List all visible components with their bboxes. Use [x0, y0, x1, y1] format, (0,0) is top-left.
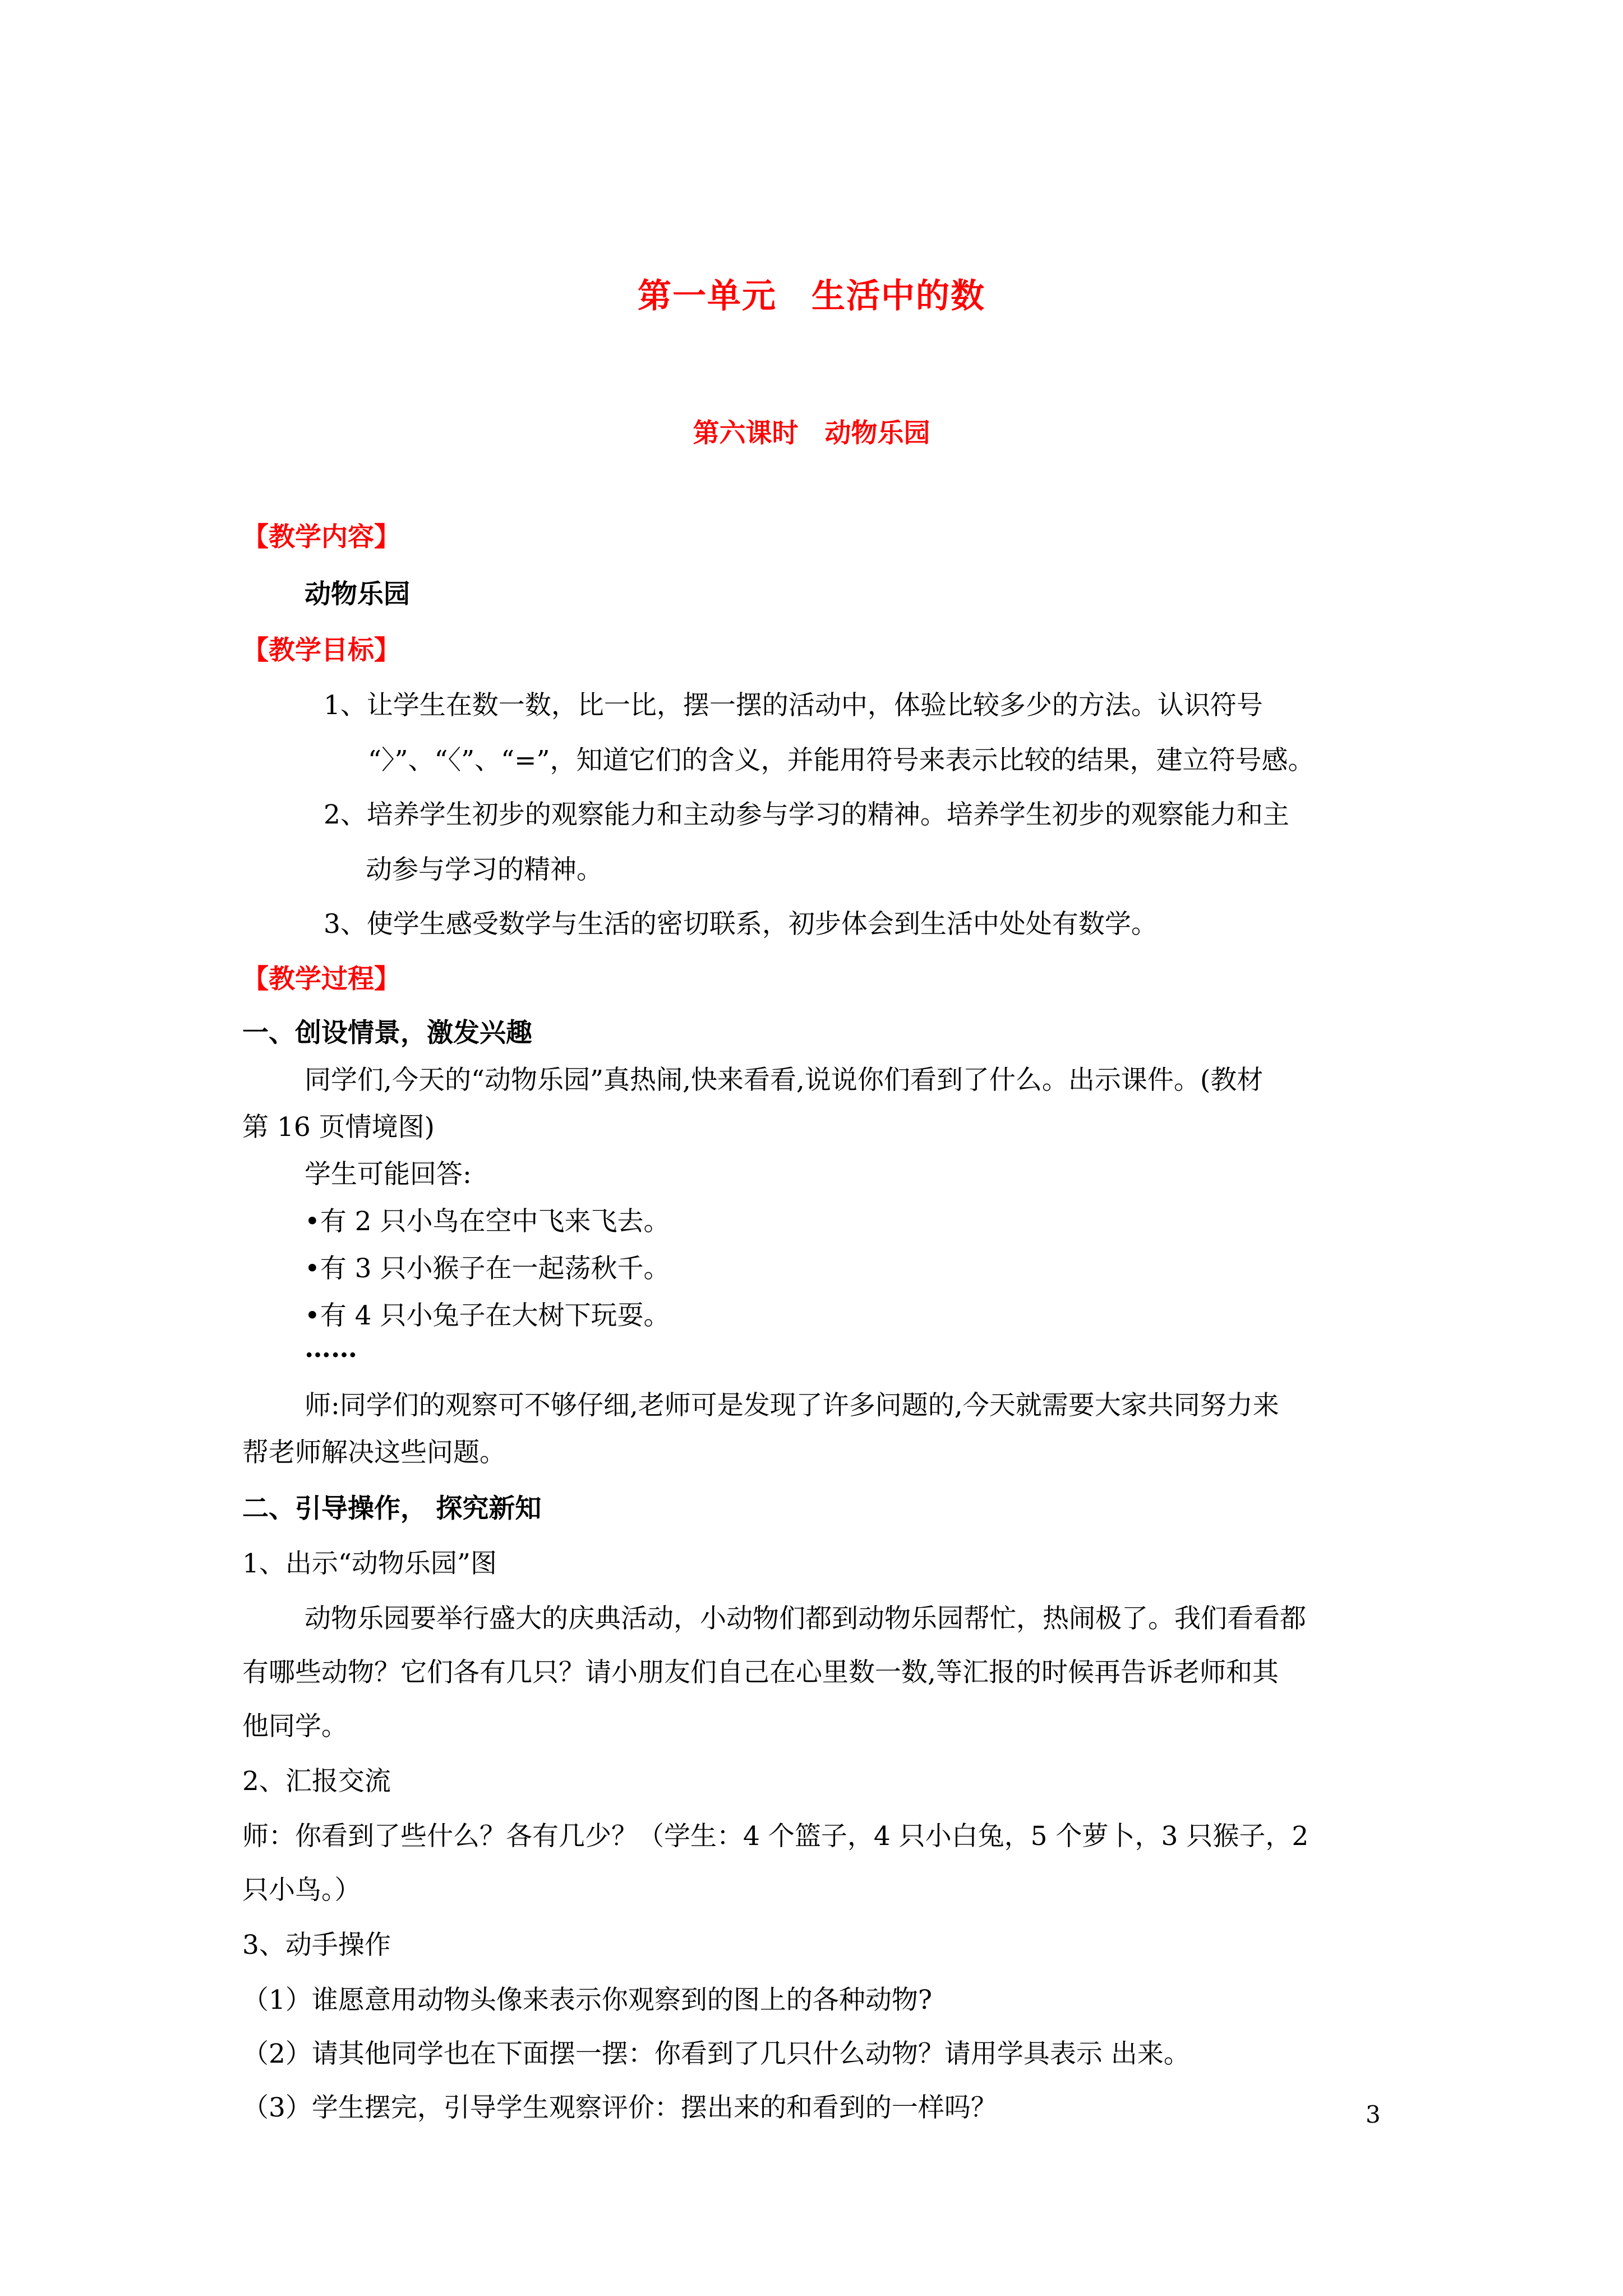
step1-text-line: 他同学。 [242, 1711, 348, 1742]
step3-item: （3）学生摆完，引导学生观察评价：摆出来的和看到的一样吗？ [242, 2092, 997, 2123]
content-heading: 【教学内容】 [242, 522, 400, 553]
step1-text-line: 动物乐园要举行盛大的庆典活动，小动物们都到动物乐园帮忙，热闹极了。我们看看都 [305, 1603, 1306, 1634]
goal-1-line1: 1、让学生在数一数，比一比，摆一摆的活动中，体验比较多少的方法。认识符号 [324, 690, 1263, 721]
part1-intro-line2: 第 16 页情境图) [242, 1112, 435, 1143]
answer-item: •有 4 只小兔子在大树下玩耍。 [305, 1300, 670, 1331]
part1-heading: 一、创设情景，激发兴趣 [242, 1018, 532, 1048]
answer-item: •有 2 只小鸟在空中飞来飞去。 [305, 1206, 670, 1237]
step2-text-line: 师：你看到了些什么？各有几少？（学生：4 个篮子，4 只小白兔，5 个萝卜，3 只猴子，2 [242, 1821, 1309, 1852]
teacher-line1: 师:同学们的观察可不够仔细,老师可是发现了许多问题的,今天就需要大家共同努力来 [305, 1390, 1279, 1421]
teacher-line2: 帮老师解决这些问题。 [242, 1437, 506, 1468]
step3-item: （1）谁愿意用动物头像来表示你观察到的图上的各种动物? [242, 1985, 933, 2016]
ellipsis: …… [305, 1333, 357, 1364]
step2-title: 2、汇报交流 [242, 1766, 391, 1797]
goals-heading: 【教学目标】 [242, 635, 400, 666]
part2-heading: 二、引导操作， 探究新知 [242, 1493, 542, 1524]
page-number: 3 [1366, 2101, 1381, 2128]
page-title: 第一单元 生活中的数 [638, 277, 985, 316]
goal-2-line2: 动参与学习的精神。 [366, 854, 603, 885]
part1-intro-line1: 同学们,今天的“动物乐园”真热闹,快来看看,说说你们看到了什么。出示课件。(教材 [305, 1065, 1264, 1096]
answers-label: 学生可能回答: [305, 1159, 472, 1190]
lesson-subtitle: 第六课时 动物乐园 [693, 418, 930, 449]
goal-2-line1: 2、培养学生初步的观察能力和主动参与学习的精神。培养学生初步的观察能力和主 [324, 799, 1289, 830]
goal-1-line2: “〉”、“〈”、“=”，知道它们的含义，并能用符号来表示比较的结果，建立符号感。 [368, 745, 1315, 776]
process-heading: 【教学过程】 [242, 964, 400, 995]
answer-item: •有 3 只小猴子在一起荡秋千。 [305, 1253, 670, 1284]
goal-3: 3、使学生感受数学与生活的密切联系，初步体会到生活中处处有数学。 [324, 909, 1158, 940]
content-text: 动物乐园 [305, 579, 410, 610]
step1-text-line: 有哪些动物？它们各有几只？请小朋友们自己在心里数一数,等汇报的时候再告诉老师和其 [242, 1657, 1279, 1688]
step2-text-line: 只小鸟。） [242, 1875, 361, 1906]
step3-title: 3、动手操作 [242, 1930, 391, 1961]
step1-title: 1、出示“动物乐园”图 [242, 1548, 497, 1579]
step3-item: （2）请其他同学也在下面摆一摆：你看到了几只什么动物？请用学具表示 出来。 [242, 2039, 1190, 2069]
